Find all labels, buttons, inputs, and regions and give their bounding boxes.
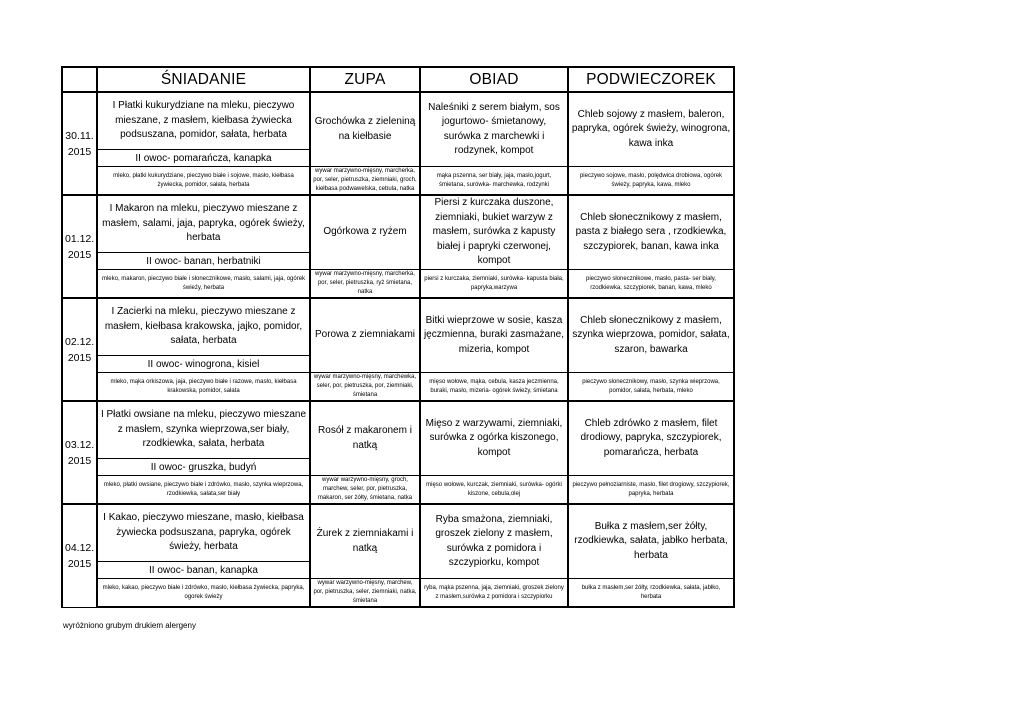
soup-allergens: wywar marzywno-mięsny, marcherka, por, seler, pietruszka, ziemniaki, groch, kiełbasa podwawelska, cebula, natka xyxy=(310,167,420,196)
soup-cell: Żurek z ziemniakami i natką xyxy=(310,504,420,579)
soup-allergens: wywar marzywno-mięsny, marcherka, por, seler, pietruszka, ryż śmietana, natka xyxy=(310,270,420,299)
soup-cell: Porowa z ziemniakami xyxy=(310,298,420,373)
header-row xyxy=(62,67,734,92)
day-date xyxy=(62,298,97,401)
lunch-allergens: mięso wołowe, mąka, cebula, kasza jeczmienna, buraki, masło, mizeria- ogórek świeży, śmietana xyxy=(420,373,568,402)
breakfast-cell: I Kakao, pieczywo mieszane, masło, kiełbasa żywiecka podsuszana, papryka, ogórek świeży, herbata xyxy=(97,504,310,562)
lunch-allergens: mięso wołowe, kurczak, ziemniaki, surówka- ogórki kiszone, cebula,olej xyxy=(420,476,568,505)
afternoon-allergens: pieczywo sojowe, masło, polędwica drobiowa, ogórek świeży, papryka, kawa, mleko xyxy=(568,167,734,196)
breakfast-allergens: mleko, mąka orkiszowa, jaja, pieczywo białe i razowe, masło, kiełbasa krakowska, pomidor, sałata xyxy=(97,373,310,402)
day-row xyxy=(62,504,734,562)
breakfast-allergens: mleko, makaron, pieczywo białe i słonecznikowe, masło, salami, jaja, ogórek świeży, herbata xyxy=(97,270,310,299)
afternoon-snack-cell: Chleb słonecznikowy z masłem, pasta z białego sera , rzodkiewka, szczypiorek, banan, kawa inka xyxy=(568,195,734,270)
lunch-cell: Ryba smażona, ziemniaki, groszek zielony z masłem, surówka z pomidora i szczypiorku, kompot xyxy=(420,504,568,579)
header-afternoon-snack: PODWIECZOREK xyxy=(568,67,734,92)
soup-cell: Rosół z makaronem i natką xyxy=(310,401,420,476)
breakfast-cell: I Płatki owsiane na mleku, pieczywo mieszane z masłem, szynka wieprzowa,ser biały, rzodkiewka, sałata, herbata xyxy=(97,401,310,459)
second-breakfast-cell: II owoc- banan, herbatniki xyxy=(97,253,310,270)
allergen-footnote: wyróżniono grubym drukiem alergeny xyxy=(63,621,196,630)
lunch-allergens: piersi z kurczaka, ziemniaki, surówka- kapusta biała, papryka,warzywa xyxy=(420,270,568,299)
afternoon-allergens: pieczywo pełnoziarniste, masło, filet drogiowy, szczypiorek, papryka, herbata xyxy=(568,476,734,505)
date-text: 04.12. 2015 xyxy=(65,541,95,570)
header-lunch: OBIAD xyxy=(420,67,568,92)
breakfast-cell: I Zacierki na mleku, pieczywo mieszane z masłem, kiełbasa krakowska, jajko, pomidor, sałata, herbata xyxy=(97,298,310,356)
day-row xyxy=(62,298,734,356)
second-breakfast-cell: II owoc- winogrona, kisiel xyxy=(97,356,310,373)
second-breakfast-cell: II owoc- banan, kanapka xyxy=(97,562,310,579)
soup-cell: Grochówka z zieleniną na kiełbasie xyxy=(310,92,420,167)
menu-table xyxy=(61,66,735,608)
date-text: 30.11. 2015 xyxy=(65,129,94,158)
breakfast-allergens: mleko, płatki owsiane, pieczywo białe i zdrówko, masło, szynka wieprzowa, rzodkiewka, sałata,ser biały xyxy=(97,476,310,505)
allergen-row xyxy=(62,373,734,402)
soup-allergens: wywar warzywno-mięsny, marchew, por, pietruszka, seler, ziemniaki, natka, śmietana xyxy=(310,579,420,608)
afternoon-allergens: pieczywo słonecznikowy, masło, szynka wieprzowa, pomidor, sałata, herbata, mleko xyxy=(568,373,734,402)
date-text: 01.12. 2015 xyxy=(65,232,95,261)
lunch-cell: Bitki wieprzowe w sosie, kasza jęczmienna, buraki zasmażane, mizeria, kompot xyxy=(420,298,568,373)
date-text: 02.12. 2015 xyxy=(65,335,95,364)
header-soup: ZUPA xyxy=(310,67,420,92)
afternoon-snack-cell: Chleb sojowy z masłem, baleron, papryka, ogórek świeży, winogrona, kawa inka xyxy=(568,92,734,167)
day-date xyxy=(62,504,97,607)
breakfast-allergens: mleko, płatki kukurydziane, pieczywo białe i sojowe, masło, kiełbasa żywiecka, pomidor, sałata, herbata xyxy=(97,167,310,196)
day-row xyxy=(62,92,734,150)
menu-body xyxy=(62,92,734,607)
day-row xyxy=(62,401,734,459)
afternoon-snack-cell: Chleb słonecznikowy z masłem, szynka wieprzowa, pomidor, sałata, szaron, bawarka xyxy=(568,298,734,373)
lunch-cell: Naleśniki z serem białym, sos jogurtowo- śmietanowy, surówka z marchewki i rodzynek, kompot xyxy=(420,92,568,167)
breakfast-allergens: mleko, kakao, pieczywo białe i zdrówko, masło, kiełbasa żywiecka, papryka, ogorek świeży xyxy=(97,579,310,608)
date-text: 03.12. 2015 xyxy=(65,438,95,467)
afternoon-allergens: pieczywo słonecznikowe, masło, pasta- ser biały, rzodkiewka, szczypiorek, banan, kawa, mleko xyxy=(568,270,734,299)
day-date xyxy=(62,195,97,298)
allergen-row xyxy=(62,579,734,608)
second-breakfast-cell: II owoc- pomarańcza, kanapka xyxy=(97,150,310,167)
lunch-allergens: mąka pszenna, ser biały, jaja, masło,jogurt, śmietana, surówka- marchewka, rodzynki xyxy=(420,167,568,196)
allergen-row xyxy=(62,270,734,299)
breakfast-cell: I Płatki kukurydziane na mleku, pieczywo mieszane, z masłem, kiełbasa żywiecka podsuszana, pomidor, sałata, herbata xyxy=(97,92,310,150)
lunch-cell: Mięso z warzywami, ziemniaki, surówka z ogórka kiszonego, kompot xyxy=(420,401,568,476)
day-date xyxy=(62,401,97,504)
header-date xyxy=(62,67,97,92)
soup-cell: Ogórkowa z ryżem xyxy=(310,195,420,270)
allergen-row xyxy=(62,476,734,505)
soup-allergens: wywar marzywno-mięsny, marchewka, seler, por, pietruszka, por, ziemniaki, śmietana xyxy=(310,373,420,402)
soup-allergens: wywar warzywno-mięsny, groch, marchew, seler, por, pietruszka, makaron, ser żółty, śmietana, natka xyxy=(310,476,420,505)
breakfast-cell: I Makaron na mleku, pieczywo mieszane z masłem, salami, jaja, papryka, ogórek świeży, herbata xyxy=(97,195,310,253)
day-date xyxy=(62,92,97,195)
afternoon-snack-cell: Chleb zdrówko z masłem, filet drodiowy, papryka, szczypiorek, pomarańcza, herbata xyxy=(568,401,734,476)
afternoon-allergens: bułka z masłem,ser żółty, rzodkiewka, sałata, jabłko, herbata xyxy=(568,579,734,608)
header-breakfast: ŚNIADANIE xyxy=(97,67,310,92)
lunch-cell: Piersi z kurczaka duszone, ziemniaki, bukiet warzyw z masłem, surówka z kapusty białej i papryki czerwonej, kompot xyxy=(420,195,568,270)
lunch-allergens: ryba, mąka pszenna, jaja, ziemniaki, groszek zielony z masłem,surówka z pomidora i szczypiorku xyxy=(420,579,568,608)
day-row xyxy=(62,195,734,253)
afternoon-snack-cell: Bułka z masłem,ser żółty, rzodkiewka, sałata, jabłko herbata, herbata xyxy=(568,504,734,579)
allergen-row xyxy=(62,167,734,196)
second-breakfast-cell: II owoc- gruszka, budyń xyxy=(97,459,310,476)
